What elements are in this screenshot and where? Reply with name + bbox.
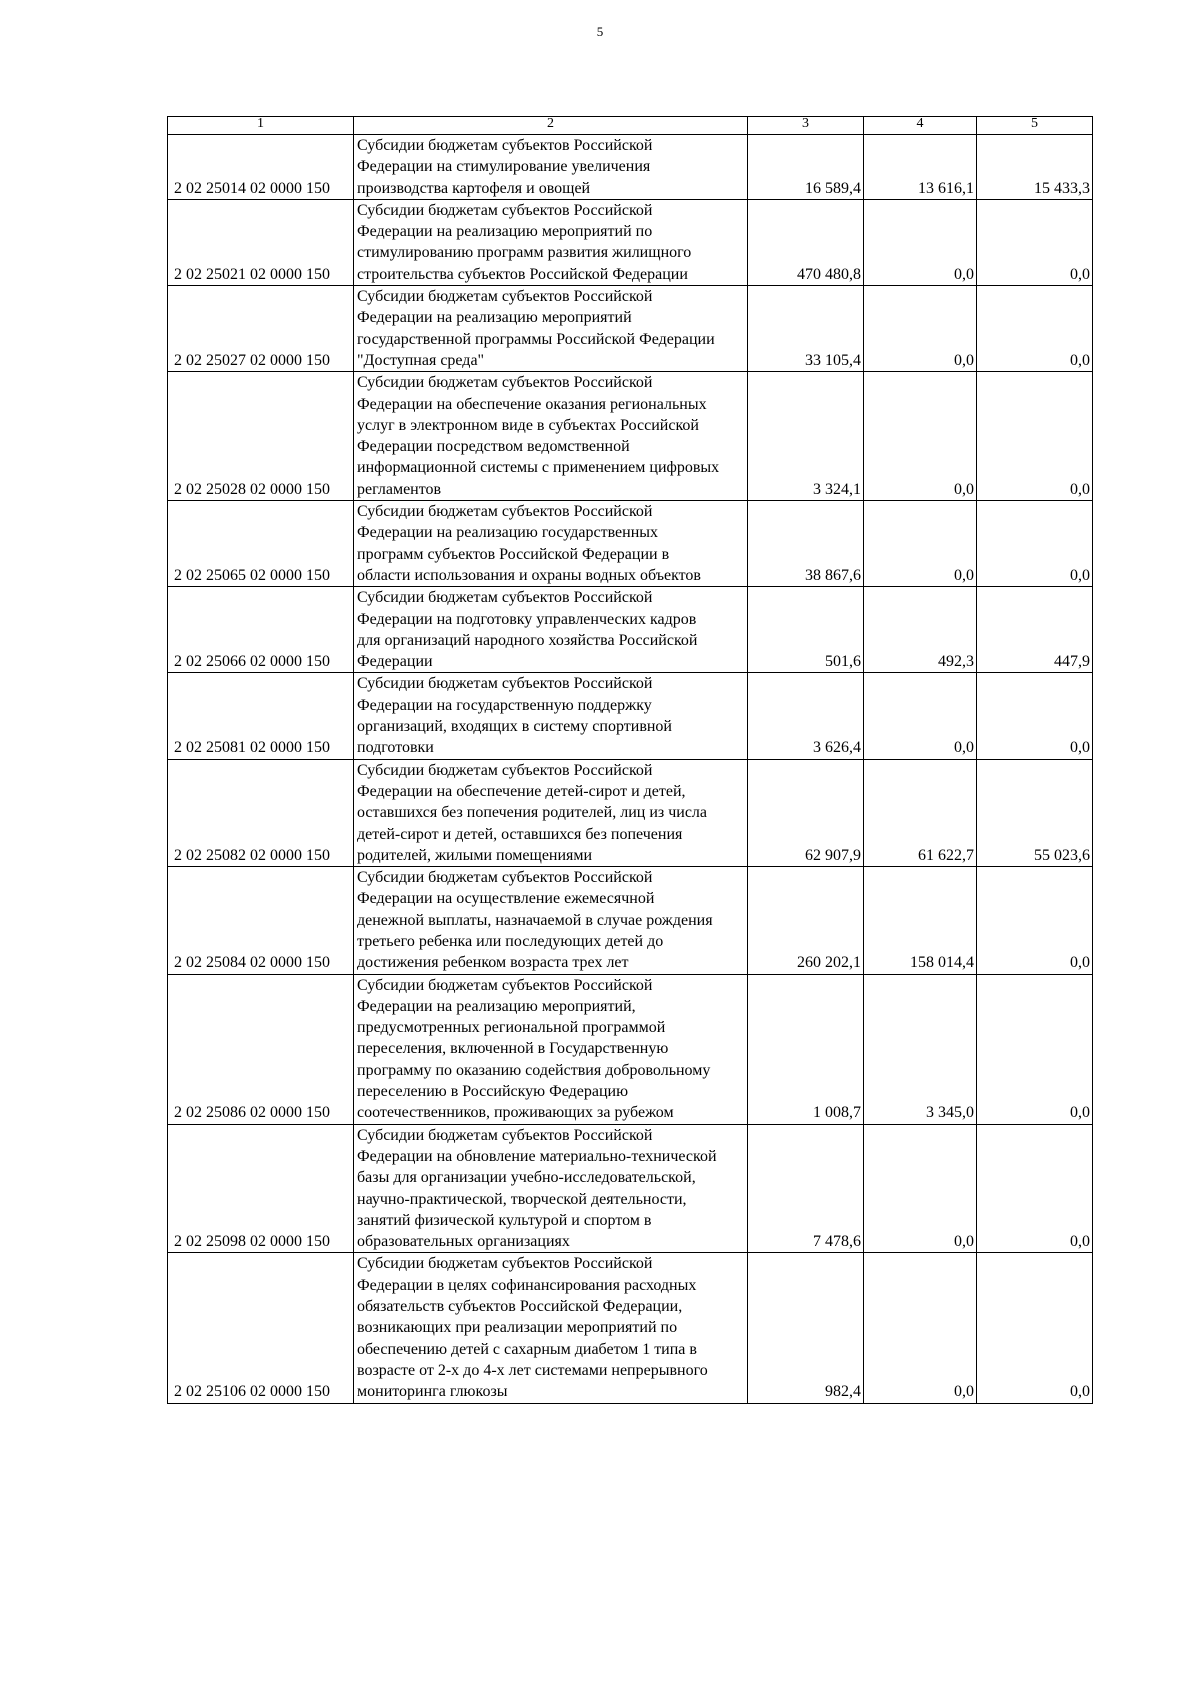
amount-cell-3: 982,4: [748, 1253, 864, 1403]
amount-cell-3: 16 589,4: [748, 135, 864, 200]
description-line: Федерации на реализацию мероприятий по: [357, 223, 653, 241]
description-cell: [354, 199, 748, 285]
table-row: [168, 286, 1093, 372]
description-cell: [354, 372, 748, 501]
description-line: Субсидии бюджетам субъектов Российской: [357, 137, 653, 154]
page-number: 5: [596, 24, 604, 39]
budget-code-cell: 2 02 25065 02 0000 150: [168, 501, 354, 587]
budget-code-cell: 2 02 25106 02 0000 150: [168, 1253, 354, 1403]
description-line: Федерации на осуществление ежемесячной: [357, 890, 655, 908]
table-row: [168, 759, 1093, 866]
description-line: Федерации на реализацию мероприятий: [357, 309, 632, 327]
description-line: Федерации на стимулирование увеличения: [357, 158, 651, 176]
description-line: Субсидии бюджетам субъектов Российской: [357, 201, 653, 219]
amount-cell-4: 0,0: [864, 372, 977, 501]
table-row: [168, 867, 1093, 974]
amount-cell-5: 0,0: [977, 372, 1093, 501]
description-line: соотечественников, проживающих за рубежом: [357, 1104, 674, 1122]
amount-cell-4: 61 622,7: [864, 759, 977, 866]
description-line: Субсидии бюджетам субъектов Российской: [357, 503, 653, 521]
amount-cell-4: 0,0: [864, 199, 977, 285]
amount-cell-3: 33 105,4: [748, 286, 864, 372]
description-line: базы для организации учебно-исследовательской,: [357, 1169, 696, 1187]
amount-cell-4: 0,0: [864, 501, 977, 587]
amount-cell-3: 38 867,6: [748, 501, 864, 587]
description-line: денежной выплаты, назначаемой в случае рождения: [357, 911, 713, 929]
column-header-4: 4: [864, 117, 977, 135]
description-line: детей-сирот и детей, оставшихся без попечения: [357, 825, 683, 843]
description-line: мониторинга глюкозы: [357, 1383, 508, 1401]
budget-code-cell: 2 02 25014 02 0000 150: [168, 135, 354, 200]
column-header-2: 2: [354, 117, 748, 135]
amount-cell-5: 0,0: [977, 673, 1093, 759]
description-line: регламентов: [357, 480, 442, 498]
description-cell: [354, 974, 748, 1124]
description-line: научно-практической, творческой деятельности,: [357, 1190, 687, 1208]
description-line: Федерации: [357, 653, 433, 671]
description-line: программ субъектов Российской Федерации в: [357, 545, 670, 563]
description-line: Субсидии бюджетам субъектов Российской: [357, 1126, 653, 1144]
amount-cell-3: 1 008,7: [748, 974, 864, 1124]
amount-cell-4: 0,0: [864, 1253, 977, 1403]
column-header-3: 3: [748, 117, 864, 135]
description-cell: [354, 286, 748, 372]
budget-code-cell: 2 02 25084 02 0000 150: [168, 867, 354, 974]
amount-cell-4: 158 014,4: [864, 867, 977, 974]
amount-cell-5: 0,0: [977, 1253, 1093, 1403]
description-line: услуг в электронном виде в субъектах Российской: [357, 416, 699, 434]
description-line: подготовки: [357, 739, 434, 757]
description-line: Субсидии бюджетам субъектов Российской: [357, 1255, 653, 1273]
column-header-1: 1: [168, 117, 354, 135]
description-line: Федерации на реализацию государственных: [357, 524, 659, 542]
description-line: Федерации на подготовку управленческих кадров: [357, 610, 697, 628]
amount-cell-4: 0,0: [864, 1124, 977, 1253]
table-row: [168, 673, 1093, 759]
description-line: Федерации на обеспечение оказания региональных: [357, 395, 707, 413]
amount-cell-4: 13 616,1: [864, 135, 977, 200]
amount-cell-4: 3 345,0: [864, 974, 977, 1124]
table-row: [168, 1124, 1093, 1253]
amount-cell-3: 260 202,1: [748, 867, 864, 974]
description-line: программу по оказанию содействия добровольному: [357, 1061, 711, 1079]
amount-cell-3: 470 480,8: [748, 199, 864, 285]
description-line: Федерации на обеспечение детей-сирот и детей,: [357, 782, 686, 800]
description-line: "Доступная среда": [357, 351, 485, 369]
description-line: занятий физической культурой и спортом в: [357, 1211, 652, 1229]
description-cell: [354, 1124, 748, 1253]
description-cell: [354, 867, 748, 974]
table-row: [168, 372, 1093, 501]
description-line: Субсидии бюджетам субъектов Российской: [357, 675, 653, 693]
description-cell: [354, 501, 748, 587]
header-row: [168, 117, 1093, 135]
budget-code-cell: 2 02 25066 02 0000 150: [168, 587, 354, 673]
description-line: Субсидии бюджетам субъектов Российской: [357, 869, 653, 887]
description-line: области использования и охраны водных объектов: [357, 566, 701, 584]
description-line: родителей, жилыми помещениями: [357, 846, 593, 864]
description-line: Федерации в целях софинансирования расходных: [357, 1276, 697, 1294]
table-row: [168, 974, 1093, 1124]
description-line: переселения, включенной в Государственную: [357, 1040, 669, 1058]
budget-code-cell: 2 02 25021 02 0000 150: [168, 199, 354, 285]
description-line: Федерации посредством ведомственной: [357, 438, 630, 456]
table-row: [168, 501, 1093, 587]
amount-cell-5: 15 433,3: [977, 135, 1093, 200]
budget-code-cell: 2 02 25028 02 0000 150: [168, 372, 354, 501]
amount-cell-5: 0,0: [977, 867, 1093, 974]
description-line: Федерации на государственную поддержку: [357, 696, 652, 714]
table-row: [168, 135, 1093, 200]
table-row: [168, 199, 1093, 285]
table-row: [168, 587, 1093, 673]
budget-code-cell: 2 02 25086 02 0000 150: [168, 974, 354, 1124]
column-header-5: 5: [977, 117, 1093, 135]
budget-table: [167, 116, 1093, 1404]
description-line: третьего ребенка или последующих детей до: [357, 932, 664, 950]
description-line: образовательных организациях: [357, 1233, 570, 1251]
amount-cell-5: 0,0: [977, 501, 1093, 587]
amount-cell-5: 0,0: [977, 199, 1093, 285]
description-cell: [354, 1253, 748, 1403]
description-line: предусмотренных региональной программой: [357, 1019, 666, 1037]
budget-code-cell: 2 02 25082 02 0000 150: [168, 759, 354, 866]
amount-cell-3: 3 324,1: [748, 372, 864, 501]
description-line: обеспечению детей с сахарным диабетом 1 типа в: [357, 1340, 697, 1358]
budget-code-cell: 2 02 25098 02 0000 150: [168, 1124, 354, 1253]
description-line: Субсидии бюджетам субъектов Российской: [357, 761, 653, 779]
amount-cell-3: 501,6: [748, 587, 864, 673]
budget-code-cell: 2 02 25081 02 0000 150: [168, 673, 354, 759]
amount-cell-3: 3 626,4: [748, 673, 864, 759]
description-cell: [354, 587, 748, 673]
description-line: Федерации на реализацию мероприятий,: [357, 997, 636, 1015]
amount-cell-5: 55 023,6: [977, 759, 1093, 866]
amount-cell-5: 447,9: [977, 587, 1093, 673]
budget-code-cell: 2 02 25027 02 0000 150: [168, 286, 354, 372]
description-cell: [354, 673, 748, 759]
description-line: для организаций народного хозяйства Российской: [357, 631, 698, 649]
description-line: обязательств субъектов Российской Федерации,: [357, 1298, 683, 1316]
description-line: возрасте от 2-х до 4-х лет системами непрерывного: [357, 1361, 708, 1379]
description-line: государственной программы Российской Федерации: [357, 330, 715, 348]
description-line: производства картофеля и овощей: [357, 179, 591, 197]
description-line: информационной системы с применением цифровых: [357, 459, 720, 477]
description-cell: [354, 135, 748, 200]
description-line: возникающих при реализации мероприятий по: [357, 1319, 678, 1337]
description-line: строительства субъектов Российской Федерации: [357, 265, 688, 283]
description-line: Субсидии бюджетам субъектов Российской: [357, 976, 653, 994]
description-cell: [354, 759, 748, 866]
table-row: [168, 1253, 1093, 1403]
description-line: Субсидии бюджетам субъектов Российской: [357, 374, 653, 392]
amount-cell-4: 0,0: [864, 673, 977, 759]
amount-cell-5: 0,0: [977, 974, 1093, 1124]
description-line: Федерации на обновление материально-технической: [357, 1147, 717, 1165]
amount-cell-5: 0,0: [977, 286, 1093, 372]
description-line: организаций, входящих в систему спортивной: [357, 718, 672, 736]
amount-cell-4: 0,0: [864, 286, 977, 372]
amount-cell-5: 0,0: [977, 1124, 1093, 1253]
description-line: стимулированию программ развития жилищного: [357, 244, 692, 262]
amount-cell-4: 492,3: [864, 587, 977, 673]
amount-cell-3: 7 478,6: [748, 1124, 864, 1253]
description-line: переселению в Российскую Федерацию: [357, 1083, 629, 1101]
amount-cell-3: 62 907,9: [748, 759, 864, 866]
description-line: Субсидии бюджетам субъектов Российской: [357, 288, 653, 306]
description-line: достижения ребенком возраста трех лет: [357, 954, 629, 972]
description-line: Субсидии бюджетам субъектов Российской: [357, 589, 653, 607]
description-line: оставшихся без попечения родителей, лиц из числа: [357, 804, 708, 822]
